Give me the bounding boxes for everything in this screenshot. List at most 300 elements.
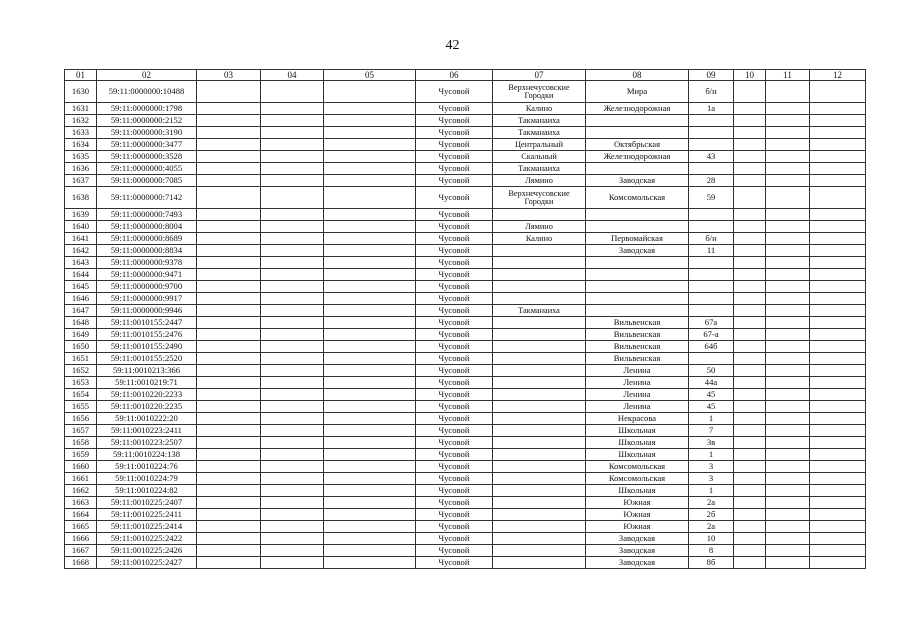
house-number-cell: 1: [689, 449, 734, 461]
col-04-cell: [261, 245, 324, 257]
table-body: [65, 81, 866, 569]
col-10-cell: [734, 341, 766, 353]
street-cell: Первомайская: [586, 233, 689, 245]
col-header-11: 11: [766, 70, 810, 81]
col-11-cell: [766, 497, 810, 509]
col-11-cell: [766, 151, 810, 163]
col-11-cell: [766, 103, 810, 115]
city-cell: Чусовой: [416, 473, 493, 485]
col-10-cell: [734, 293, 766, 305]
locality-cell: [493, 425, 586, 437]
city-cell: Чусовой: [416, 317, 493, 329]
col-05-cell: [324, 127, 416, 139]
col-11-cell: [766, 281, 810, 293]
col-04-cell: [261, 425, 324, 437]
col-12-cell: [810, 401, 866, 413]
cadastral-number-cell: 59:11:0000000:7142: [97, 187, 197, 209]
city-cell: Чусовой: [416, 329, 493, 341]
house-number-cell: 1: [689, 413, 734, 425]
house-number-cell: 8б: [689, 557, 734, 569]
cadastral-number-cell: 59:11:0000000:9946: [97, 305, 197, 317]
col-10-cell: [734, 425, 766, 437]
row-number-cell: 1640: [65, 221, 97, 233]
col-11-cell: [766, 81, 810, 103]
col-05-cell: [324, 413, 416, 425]
house-number-cell: 2а: [689, 521, 734, 533]
col-12-cell: [810, 485, 866, 497]
col-05-cell: [324, 377, 416, 389]
city-cell: Чусовой: [416, 389, 493, 401]
locality-cell: [493, 509, 586, 521]
locality-cell: [493, 389, 586, 401]
table-row: [65, 401, 866, 413]
cadastral-number-cell: 59:11:0010225:2427: [97, 557, 197, 569]
row-number-cell: 1662: [65, 485, 97, 497]
city-cell: Чусовой: [416, 509, 493, 521]
col-11-cell: [766, 401, 810, 413]
row-number-cell: 1656: [65, 413, 97, 425]
col-04-cell: [261, 401, 324, 413]
col-05-cell: [324, 139, 416, 151]
row-number-cell: 1631: [65, 103, 97, 115]
table-row: [65, 139, 866, 151]
col-10-cell: [734, 233, 766, 245]
house-number-cell: [689, 293, 734, 305]
col-10-cell: [734, 115, 766, 127]
col-10-cell: [734, 175, 766, 187]
street-cell: Заводская: [586, 245, 689, 257]
cadastral-number-cell: 59:11:0010223:2507: [97, 437, 197, 449]
col-03-cell: [197, 221, 261, 233]
col-header-07: 07: [493, 70, 586, 81]
col-05-cell: [324, 175, 416, 187]
col-03-cell: [197, 365, 261, 377]
cadastral-number-cell: 59:11:0010225:2414: [97, 521, 197, 533]
cadastral-number-cell: 59:11:0010222:20: [97, 413, 197, 425]
city-cell: Чусовой: [416, 497, 493, 509]
col-11-cell: [766, 473, 810, 485]
col-10-cell: [734, 151, 766, 163]
house-number-cell: [689, 139, 734, 151]
col-05-cell: [324, 509, 416, 521]
col-03-cell: [197, 187, 261, 209]
cadastral-number-cell: 59:11:0010213:366: [97, 365, 197, 377]
house-number-cell: 67а: [689, 317, 734, 329]
table-row: [65, 329, 866, 341]
col-12-cell: [810, 187, 866, 209]
col-11-cell: [766, 545, 810, 557]
city-cell: Чусовой: [416, 163, 493, 175]
row-number-cell: 1648: [65, 317, 97, 329]
col-05-cell: [324, 103, 416, 115]
col-10-cell: [734, 461, 766, 473]
row-number-cell: 1668: [65, 557, 97, 569]
city-cell: Чусовой: [416, 545, 493, 557]
locality-cell: Скальный: [493, 151, 586, 163]
row-number-cell: 1657: [65, 425, 97, 437]
house-number-cell: 59: [689, 187, 734, 209]
col-05-cell: [324, 449, 416, 461]
col-03-cell: [197, 81, 261, 103]
street-cell: Некрасова: [586, 413, 689, 425]
col-03-cell: [197, 115, 261, 127]
col-10-cell: [734, 485, 766, 497]
col-10-cell: [734, 365, 766, 377]
col-04-cell: [261, 557, 324, 569]
col-03-cell: [197, 233, 261, 245]
cadastral-number-cell: 59:11:0000000:8834: [97, 245, 197, 257]
col-header-06: 06: [416, 70, 493, 81]
col-12-cell: [810, 293, 866, 305]
row-number-cell: 1635: [65, 151, 97, 163]
col-header-10: 10: [734, 70, 766, 81]
col-11-cell: [766, 389, 810, 401]
col-12-cell: [810, 509, 866, 521]
city-cell: Чусовой: [416, 461, 493, 473]
col-header-09: 09: [689, 70, 734, 81]
col-04-cell: [261, 175, 324, 187]
col-05-cell: [324, 437, 416, 449]
col-04-cell: [261, 317, 324, 329]
house-number-cell: 1: [689, 485, 734, 497]
col-10-cell: [734, 281, 766, 293]
street-cell: Заводская: [586, 557, 689, 569]
col-12-cell: [810, 497, 866, 509]
col-10-cell: [734, 81, 766, 103]
row-number-cell: 1642: [65, 245, 97, 257]
cadastral-number-cell: 59:11:0010225:2422: [97, 533, 197, 545]
city-cell: Чусовой: [416, 293, 493, 305]
street-cell: Заводская: [586, 533, 689, 545]
col-10-cell: [734, 317, 766, 329]
city-cell: Чусовой: [416, 115, 493, 127]
city-cell: Чусовой: [416, 341, 493, 353]
col-12-cell: [810, 221, 866, 233]
house-number-cell: 45: [689, 401, 734, 413]
row-number-cell: 1646: [65, 293, 97, 305]
locality-cell: [493, 545, 586, 557]
table-row: [65, 389, 866, 401]
cadastral-number-cell: 59:11:0000000:9700: [97, 281, 197, 293]
col-04-cell: [261, 521, 324, 533]
col-03-cell: [197, 353, 261, 365]
col-10-cell: [734, 533, 766, 545]
locality-cell: [493, 353, 586, 365]
cadastral-number-cell: 59:11:0000000:4055: [97, 163, 197, 175]
header-row: [65, 70, 866, 81]
street-cell: Ленина: [586, 365, 689, 377]
col-10-cell: [734, 305, 766, 317]
city-cell: Чусовой: [416, 209, 493, 221]
locality-cell: [493, 473, 586, 485]
col-04-cell: [261, 437, 324, 449]
table-row: [65, 449, 866, 461]
col-03-cell: [197, 473, 261, 485]
col-04-cell: [261, 269, 324, 281]
col-10-cell: [734, 257, 766, 269]
col-11-cell: [766, 341, 810, 353]
col-05-cell: [324, 281, 416, 293]
col-03-cell: [197, 151, 261, 163]
col-03-cell: [197, 175, 261, 187]
col-04-cell: [261, 341, 324, 353]
cadastral-number-cell: 59:11:0000000:9917: [97, 293, 197, 305]
locality-cell: [493, 413, 586, 425]
cadastral-number-cell: 59:11:0010223:2411: [97, 425, 197, 437]
row-number-cell: 1650: [65, 341, 97, 353]
city-cell: Чусовой: [416, 245, 493, 257]
locality-cell: Калино: [493, 103, 586, 115]
col-10-cell: [734, 245, 766, 257]
cadastral-number-cell: 59:11:0010155:2447: [97, 317, 197, 329]
col-12-cell: [810, 377, 866, 389]
col-10-cell: [734, 437, 766, 449]
locality-cell: [493, 461, 586, 473]
street-cell: Железнодорожная: [586, 151, 689, 163]
table-row: [65, 221, 866, 233]
table-row: [65, 413, 866, 425]
house-number-cell: [689, 221, 734, 233]
col-10-cell: [734, 353, 766, 365]
col-12-cell: [810, 341, 866, 353]
locality-cell: [493, 341, 586, 353]
col-10-cell: [734, 163, 766, 175]
col-12-cell: [810, 127, 866, 139]
col-04-cell: [261, 473, 324, 485]
house-number-cell: 44а: [689, 377, 734, 389]
row-number-cell: 1654: [65, 389, 97, 401]
col-05-cell: [324, 293, 416, 305]
col-header-05: 05: [324, 70, 416, 81]
cadastral-number-cell: 59:11:0010220:2233: [97, 389, 197, 401]
col-03-cell: [197, 437, 261, 449]
col-03-cell: [197, 461, 261, 473]
col-12-cell: [810, 365, 866, 377]
col-11-cell: [766, 293, 810, 305]
street-cell: [586, 221, 689, 233]
col-03-cell: [197, 139, 261, 151]
col-03-cell: [197, 425, 261, 437]
street-cell: Южная: [586, 521, 689, 533]
locality-cell: [493, 245, 586, 257]
col-04-cell: [261, 377, 324, 389]
street-cell: Комсомольская: [586, 187, 689, 209]
cadastral-number-cell: 59:11:0000000:9471: [97, 269, 197, 281]
col-04-cell: [261, 485, 324, 497]
col-header-04: 04: [261, 70, 324, 81]
house-number-cell: [689, 209, 734, 221]
street-cell: Комсомольская: [586, 461, 689, 473]
col-04-cell: [261, 389, 324, 401]
col-03-cell: [197, 341, 261, 353]
cadastral-number-cell: 59:11:0000000:8004: [97, 221, 197, 233]
row-number-cell: 1636: [65, 163, 97, 175]
street-cell: Октябрьская: [586, 139, 689, 151]
col-12-cell: [810, 305, 866, 317]
locality-cell: Лямино: [493, 221, 586, 233]
house-number-cell: б/н: [689, 81, 734, 103]
col-03-cell: [197, 533, 261, 545]
cadastral-number-cell: 59:11:0000000:10488: [97, 81, 197, 103]
col-03-cell: [197, 257, 261, 269]
house-number-cell: [689, 127, 734, 139]
house-number-cell: 1а: [689, 103, 734, 115]
house-number-cell: 2б: [689, 509, 734, 521]
house-number-cell: [689, 257, 734, 269]
locality-cell: Калино: [493, 233, 586, 245]
col-12-cell: [810, 557, 866, 569]
row-number-cell: 1652: [65, 365, 97, 377]
row-number-cell: 1659: [65, 449, 97, 461]
locality-cell: [493, 257, 586, 269]
col-05-cell: [324, 353, 416, 365]
row-number-cell: 1630: [65, 81, 97, 103]
street-cell: Школьная: [586, 425, 689, 437]
locality-cell: [493, 437, 586, 449]
col-03-cell: [197, 413, 261, 425]
col-03-cell: [197, 329, 261, 341]
table-row: [65, 365, 866, 377]
col-header-08: 08: [586, 70, 689, 81]
col-12-cell: [810, 473, 866, 485]
col-04-cell: [261, 497, 324, 509]
col-04-cell: [261, 115, 324, 127]
street-cell: Вильвенская: [586, 341, 689, 353]
locality-cell: [493, 269, 586, 281]
table-row: [65, 175, 866, 187]
city-cell: Чусовой: [416, 437, 493, 449]
table-row: [65, 103, 866, 115]
col-03-cell: [197, 127, 261, 139]
locality-cell: Верхнечусовские Городки: [493, 187, 586, 209]
row-number-cell: 1655: [65, 401, 97, 413]
col-10-cell: [734, 521, 766, 533]
cadastral-number-cell: 59:11:0000000:2152: [97, 115, 197, 127]
table-row: [65, 425, 866, 437]
col-04-cell: [261, 305, 324, 317]
col-04-cell: [261, 293, 324, 305]
col-03-cell: [197, 557, 261, 569]
row-number-cell: 1651: [65, 353, 97, 365]
locality-cell: [493, 401, 586, 413]
col-05-cell: [324, 557, 416, 569]
city-cell: Чусовой: [416, 151, 493, 163]
table-row: [65, 353, 866, 365]
col-header-02: 02: [97, 70, 197, 81]
col-11-cell: [766, 425, 810, 437]
house-number-cell: 7: [689, 425, 734, 437]
table-row: [65, 497, 866, 509]
locality-cell: [493, 497, 586, 509]
house-number-cell: 2а: [689, 497, 734, 509]
col-10-cell: [734, 545, 766, 557]
col-11-cell: [766, 163, 810, 175]
table-row: [65, 209, 866, 221]
table-row: [65, 163, 866, 175]
col-03-cell: [197, 103, 261, 115]
street-cell: Железнодорожная: [586, 103, 689, 115]
city-cell: Чусовой: [416, 139, 493, 151]
table-row: [65, 245, 866, 257]
col-12-cell: [810, 209, 866, 221]
col-header-01: 01: [65, 70, 97, 81]
row-number-cell: 1634: [65, 139, 97, 151]
street-cell: [586, 293, 689, 305]
col-05-cell: [324, 317, 416, 329]
street-cell: Заводская: [586, 545, 689, 557]
table-row: [65, 305, 866, 317]
locality-cell: Такманаиха: [493, 305, 586, 317]
table-row: [65, 151, 866, 163]
locality-cell: Такманаиха: [493, 115, 586, 127]
col-05-cell: [324, 521, 416, 533]
table-row: [65, 341, 866, 353]
col-12-cell: [810, 103, 866, 115]
col-11-cell: [766, 521, 810, 533]
street-cell: [586, 163, 689, 175]
locality-cell: [493, 449, 586, 461]
col-12-cell: [810, 545, 866, 557]
city-cell: Чусовой: [416, 413, 493, 425]
cadastral-number-cell: 59:11:0000000:3190: [97, 127, 197, 139]
street-cell: Школьная: [586, 449, 689, 461]
col-05-cell: [324, 163, 416, 175]
col-11-cell: [766, 305, 810, 317]
col-11-cell: [766, 533, 810, 545]
col-11-cell: [766, 139, 810, 151]
locality-cell: Верхнечусовские Городки: [493, 81, 586, 103]
table-row: [65, 509, 866, 521]
table-row: [65, 81, 866, 103]
table-row: [65, 557, 866, 569]
street-cell: Ленина: [586, 389, 689, 401]
street-cell: [586, 257, 689, 269]
col-11-cell: [766, 449, 810, 461]
street-cell: Вильвенская: [586, 353, 689, 365]
col-04-cell: [261, 139, 324, 151]
locality-cell: Такманаиха: [493, 127, 586, 139]
cadastral-number-cell: 59:11:0010155:2520: [97, 353, 197, 365]
house-number-cell: 67-а: [689, 329, 734, 341]
col-04-cell: [261, 461, 324, 473]
col-03-cell: [197, 317, 261, 329]
col-05-cell: [324, 245, 416, 257]
col-04-cell: [261, 127, 324, 139]
col-04-cell: [261, 329, 324, 341]
col-10-cell: [734, 187, 766, 209]
col-12-cell: [810, 389, 866, 401]
city-cell: Чусовой: [416, 353, 493, 365]
house-number-cell: 3в: [689, 437, 734, 449]
col-05-cell: [324, 365, 416, 377]
street-cell: [586, 115, 689, 127]
house-number-cell: 28: [689, 175, 734, 187]
col-12-cell: [810, 269, 866, 281]
col-12-cell: [810, 139, 866, 151]
locality-cell: [493, 377, 586, 389]
street-cell: Мира: [586, 81, 689, 103]
house-number-cell: [689, 163, 734, 175]
col-11-cell: [766, 245, 810, 257]
col-11-cell: [766, 127, 810, 139]
register-table: [64, 69, 866, 569]
col-03-cell: [197, 509, 261, 521]
house-number-cell: 10: [689, 533, 734, 545]
col-03-cell: [197, 209, 261, 221]
col-04-cell: [261, 281, 324, 293]
col-11-cell: [766, 557, 810, 569]
col-04-cell: [261, 209, 324, 221]
